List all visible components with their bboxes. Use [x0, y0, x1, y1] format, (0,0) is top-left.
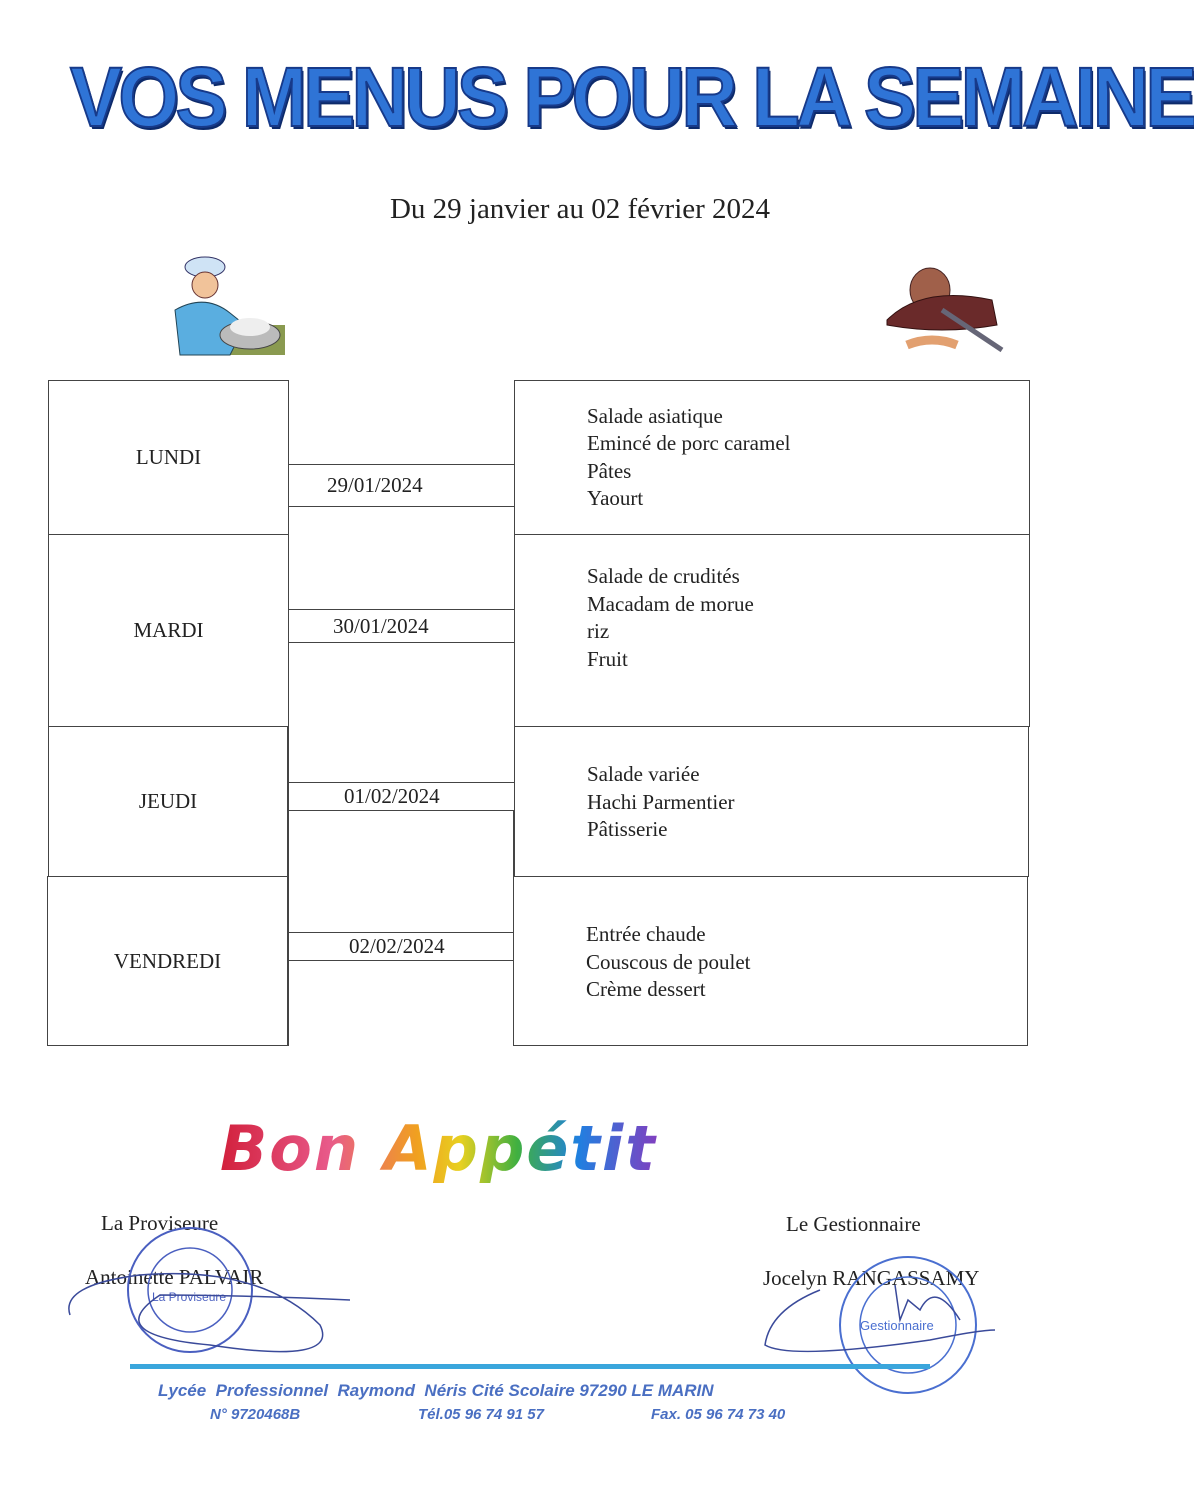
footer-fax: Fax. 05 96 74 73 40 [651, 1406, 786, 1423]
day-cell: JEUDI [48, 726, 288, 877]
menu-item: Entrée chaude [586, 922, 706, 946]
day-cell: MARDI [48, 534, 289, 727]
date-cell: 29/01/2024 [288, 464, 515, 507]
charcuterie-illustration-icon [882, 265, 1012, 360]
footer-phone: Tél.05 96 74 91 57 [418, 1406, 544, 1423]
week-period: Du 29 janvier au 02 février 2024 [389, 193, 771, 225]
right-signatory-name: Jocelyn RANGASSAMY [763, 1266, 980, 1290]
menu-item: Pâtisserie [587, 817, 668, 841]
menu-cell [513, 876, 1028, 1046]
footer-number: N° 9720468B [210, 1406, 301, 1423]
menu-item: Salade asiatique [587, 403, 723, 428]
menu-cell [514, 726, 1029, 877]
menu-item: Salade de crudités [587, 564, 740, 588]
menu-item: Yaourt [587, 486, 644, 510]
date-cell: 01/02/2024 [288, 782, 515, 811]
menu-item: Pâtes [587, 458, 632, 483]
spacer-cell [288, 960, 514, 1046]
chef-illustration-icon [160, 255, 285, 360]
footer-divider [130, 1364, 930, 1369]
spacer-cell [288, 642, 515, 783]
footer-address: Lycée Professionnel Raymond Néris Cité Scolaire 97290 LE MARIN [158, 1381, 714, 1400]
menu-item: Crème dessert [586, 977, 706, 1001]
menu-item: Hachi Parmentier [587, 789, 735, 814]
spacer-cell [288, 810, 514, 933]
menu-item: Emincé de porc caramel [587, 431, 791, 455]
menu-item: Salade variée [587, 762, 700, 786]
page-title: VOS MENUS POUR LA SEMAINE [70, 50, 1194, 144]
day-cell: VENDREDI [47, 876, 288, 1046]
right-stamp-signature-icon [760, 1250, 1000, 1395]
menu-item: Macadam de morue [587, 591, 754, 616]
date-cell: 02/02/2024 [288, 932, 514, 961]
right-signatory-role: Le Gestionnaire [786, 1212, 921, 1236]
menu-item: Couscous de poulet [586, 949, 751, 974]
menu-item: Fruit [587, 646, 628, 671]
svg-text:La Proviseure: La Proviseure [152, 1290, 227, 1304]
left-signatory-role: La Proviseure [101, 1211, 219, 1235]
svg-text:Gestionnaire: Gestionnaire [860, 1318, 934, 1333]
left-signatory-name: Antoinette PALVAIR [85, 1265, 264, 1289]
spacer-cell [288, 506, 515, 610]
left-stamp-signature-icon [60, 1225, 360, 1365]
menu-cell [514, 534, 1030, 727]
day-cell: LUNDI [48, 380, 289, 535]
bon-appetit-banner: Bon Appétit [220, 1112, 657, 1185]
date-cell: 30/01/2024 [288, 609, 515, 643]
spacer-cell [288, 380, 515, 465]
menu-cell [514, 380, 1030, 535]
menu-item: riz [587, 619, 610, 643]
